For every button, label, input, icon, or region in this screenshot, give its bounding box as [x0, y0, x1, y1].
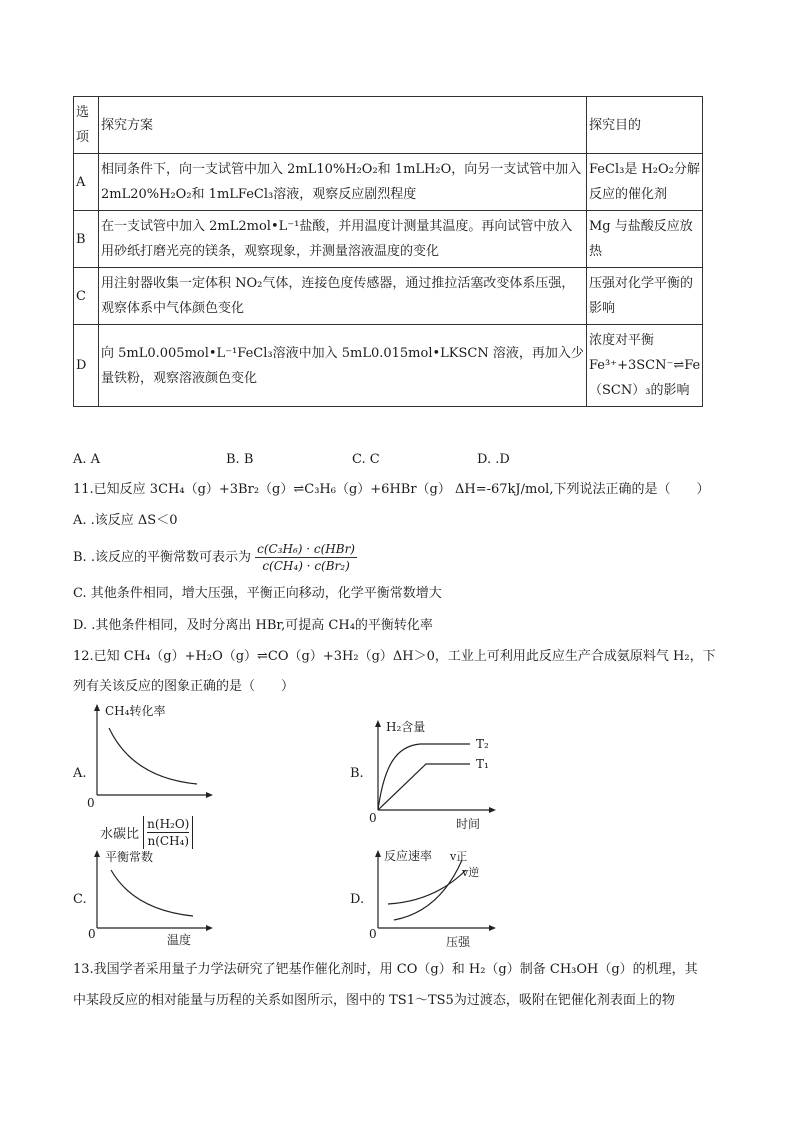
graph-d-series-v-forward: v正	[450, 850, 468, 863]
equilibrium-constant-fraction	[255, 541, 357, 574]
row-goal: Mg 与盐酸反应放热	[587, 211, 703, 268]
graph-c-label: C.	[73, 892, 87, 907]
row-goal: 压强对化学平衡的影响	[587, 268, 703, 325]
q12-stem-line2: 列有关该反应的图象正确的是（ ）	[73, 679, 295, 694]
graph-a-xlabel-prefix: 水碳比	[100, 827, 140, 842]
graph-a-y-arrow	[94, 704, 100, 711]
header-goal: 探究目的	[587, 97, 703, 154]
table-row	[74, 211, 703, 268]
q11-option-d: D. .其他条件相同，及时分离出 HBr,可提高 CH₄的平衡转化率	[73, 618, 433, 633]
graph-a-x-arrow	[206, 792, 213, 798]
fraction-denominator: c(CH₄) · c(Br₂)	[262, 559, 350, 573]
graph-b-x-arrow	[489, 807, 496, 813]
q10-option-b: B. B	[226, 452, 254, 467]
q11-option-b-text: B. .该反应的平衡常数可表示为	[73, 550, 251, 565]
row-plan: 相同条件下，向一支试管中加入 2mL10%H₂O₂和 1mLH₂O，向另一支试管中加入 2mL20%H₂O₂和 1mLFeCl₃溶液，观察反应剧烈程度	[99, 154, 587, 211]
row-plan: 用注射器收集一定体积 NO₂气体，连接色度传感器，通过推拉活塞改变体系压强，观察体系中气体颜色变化	[99, 268, 587, 325]
q12-stem-line1: 12.已知 CH₄（g）+H₂O（g）⇌CO（g）+3H₂（g）ΔH＞0，工业上可利用此反应生产合成氨原料气 H₂，下	[73, 649, 716, 664]
graph-a-origin: 0	[87, 796, 95, 810]
graph-d-y-arrow	[375, 850, 381, 857]
row-goal: 浓度对平衡 Fe³⁺+3SCN⁻⇌Fe（SCN）₃的影响	[587, 325, 703, 407]
graph-a-frac-den: n(CH₄)	[147, 834, 190, 848]
header-plan: 探究方案	[99, 97, 587, 154]
graph-a-ylabel: CH₄转化率	[105, 704, 166, 718]
graph-d	[366, 846, 506, 950]
graph-b-label: B.	[350, 766, 364, 781]
graph-d-x-arrow	[489, 925, 496, 931]
graph-b-curve-t2	[378, 744, 470, 810]
graph-d-xlabel: 压强	[446, 935, 471, 949]
graph-a-fraction	[143, 816, 193, 849]
experiment-table	[73, 96, 703, 407]
graph-d-series-v-reverse: v逆	[462, 866, 480, 879]
row-goal: FeCl₃是 H₂O₂分解反应的催化剂	[587, 154, 703, 211]
graph-b-series-t2: T₂	[476, 737, 489, 751]
graph-a-frac-num: n(H₂O)	[147, 817, 190, 831]
graph-b-xlabel: 时间	[456, 817, 481, 831]
graph-b-ylabel: H₂含量	[386, 720, 426, 734]
header-option: 选项	[74, 97, 99, 154]
graph-b	[366, 716, 506, 834]
fraction-numerator: c(C₃H₆) · c(HBr)	[257, 542, 355, 556]
row-plan: 向 5mL0.005mol•L⁻¹FeCl₃溶液中加入 5mL0.015mol•LKSCN 溶液，再加入少量铁粉，观察溶液颜色变化	[99, 325, 587, 407]
graph-d-origin: 0	[369, 927, 377, 941]
q13-line1: 13.我国学者采用量子力学法研究了钯基作催化剂时，用 CO（g）和 H₂（g）制备 CH₃OH（g）的机理，其	[73, 962, 698, 977]
graph-b-curve-t1	[378, 764, 470, 810]
graph-a-xlabel	[100, 816, 193, 849]
q11-option-b	[73, 540, 357, 576]
q10-option-a: A. A	[73, 452, 101, 467]
q10-option-d: D. .D	[477, 452, 510, 467]
table-row	[74, 325, 703, 407]
row-option: B	[74, 211, 99, 268]
graph-d-ylabel: 反应速率	[384, 849, 433, 863]
row-option: C	[74, 268, 99, 325]
q13-line2: 中某段反应的相对能量与历程的关系如图所示，图中的 TS1～TS5为过渡态，吸附在钯催化剂表面上的物	[73, 993, 675, 1008]
q11-option-c: C. 其他条件相同，增大压强，平衡正向移动，化学平衡常数增大	[73, 586, 442, 601]
row-plan: 在一支试管中加入 2mL2mol•L⁻¹盐酸，并用温度计测量其温度。再向试管中放入用砂纸打磨光亮的镁条，观察现象，并测量溶液温度的变化	[99, 211, 587, 268]
graph-c-curve	[111, 870, 193, 916]
graph-a	[85, 700, 220, 810]
graph-d-curve-v-forward	[394, 860, 462, 920]
graph-c-ylabel: 平衡常数	[105, 850, 154, 864]
graph-b-y-arrow	[375, 720, 381, 727]
graph-c-xlabel: 温度	[167, 933, 192, 947]
graph-a-curve	[109, 728, 197, 784]
q11-option-a: A. .该反应 ΔS＜0	[73, 513, 178, 528]
table-row	[74, 154, 703, 211]
graph-c-y-arrow	[94, 850, 100, 857]
row-option: A	[74, 154, 99, 211]
row-option: D	[74, 325, 99, 407]
table-row	[74, 268, 703, 325]
graph-b-series-t1: T₁	[476, 757, 489, 771]
graph-d-label: D.	[350, 892, 365, 907]
graph-a-label: A.	[73, 766, 87, 781]
graph-b-origin: 0	[369, 811, 377, 825]
table-header-row	[74, 97, 703, 154]
graph-c	[85, 846, 220, 950]
graph-c-x-arrow	[206, 925, 213, 931]
graph-c-origin: 0	[88, 927, 96, 941]
q11-stem: 11.已知反应 3CH₄（g）+3Br₂（g）⇌C₃H₆（g）+6HBr（g） ΔH=-67kJ/mol,下列说法正确的是（ ）	[73, 482, 710, 497]
q10-option-c: C. C	[352, 452, 380, 467]
